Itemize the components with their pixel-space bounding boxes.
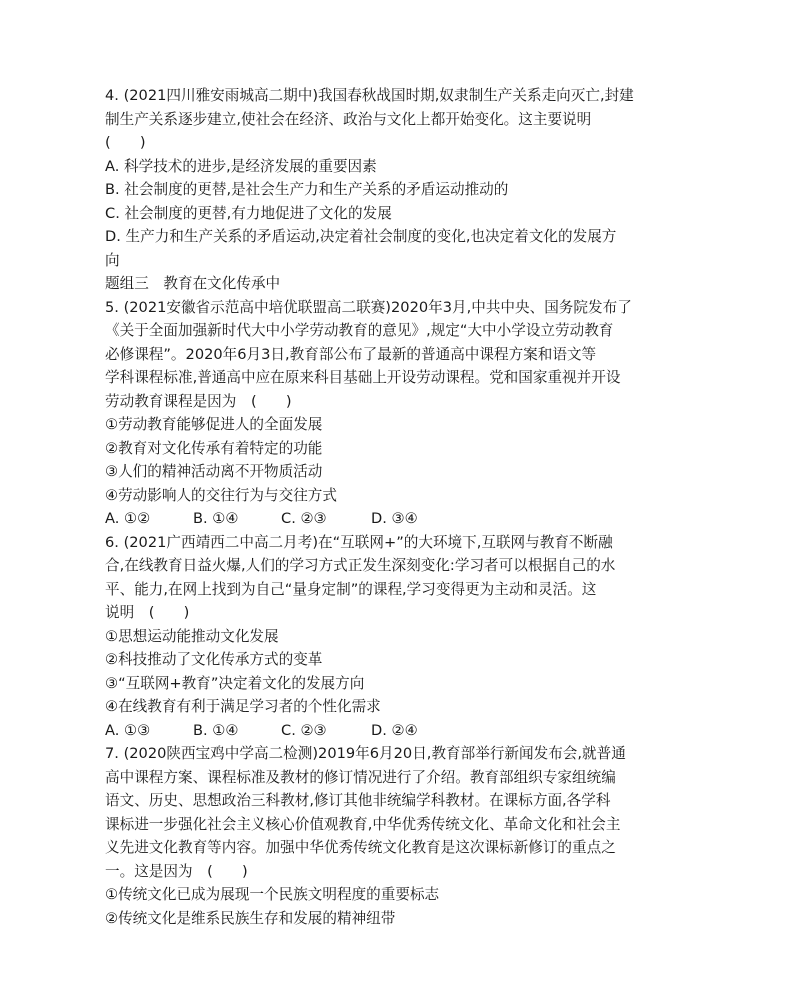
q5-statement-2: ②教育对文化传承有着特定的功能 bbox=[105, 439, 323, 457]
q4-line-2: 制生产关系逐步建立,使社会在经济、政治与文化上都开始变化。这主要说明 bbox=[105, 110, 592, 128]
q5-choice-b: B. ①④ bbox=[193, 510, 239, 527]
q4-option-a: A. 科学技术的进步,是经济发展的重要因素 bbox=[105, 157, 377, 175]
q6-choice-a: A. ①③ bbox=[105, 721, 151, 739]
q5-statement-4: ④劳动影响人的交往行为与交往方式 bbox=[105, 486, 337, 504]
q4-option-d: D. 生产力和生产关系的矛盾运动,决定着社会制度的变化,也决定着文化的发展方 bbox=[105, 228, 617, 245]
q5-choice-d: D. ③④ bbox=[371, 510, 418, 527]
q7-line-1: 7. (2020陕西宝鸡中学高二检测)2019年6月20日,教育部举行新闻发布会,就普通 bbox=[105, 745, 626, 762]
q6-choice-c: C. ②③ bbox=[281, 721, 327, 739]
question-5 bbox=[105, 296, 695, 531]
question-4 bbox=[105, 84, 695, 272]
q6-line-1: 6. (2021广西靖西二中高二月考)在“互联网+”的大环境下,互联网与教育不断融 bbox=[105, 533, 613, 551]
q4-line-3: ( ) bbox=[105, 134, 146, 151]
q7-line-4: 课标进一步强化社会主义核心价值观教育,中华优秀传统文化、革命文化和社会主 bbox=[105, 815, 621, 833]
q4-line-1: 4. (2021四川雅安雨城高二期中)我国春秋战国时期,奴隶制生产关系走向灭亡,封建 bbox=[105, 87, 634, 104]
q5-statement-1: ①劳动教育能够促进人的全面发展 bbox=[105, 416, 323, 433]
q5-choice-c: C. ②③ bbox=[281, 510, 327, 527]
q7-line-5: 义先进文化教育等内容。加强中华优秀传统文化教育是这次课标新修订的重点之 bbox=[105, 839, 616, 856]
document-page bbox=[105, 84, 695, 930]
q6-line-4: 说明 ( ) bbox=[105, 604, 190, 621]
section-title: 题组三 教育在文化传承中 bbox=[105, 275, 281, 292]
q6-choice-b: B. ①④ bbox=[193, 721, 239, 739]
q7-line-2: 高中课程方案、课程标准及教材的修订情况进行了介绍。教育部组织专家组统编 bbox=[105, 768, 616, 786]
q5-line-5: 劳动教育课程是因为 ( ) bbox=[105, 392, 292, 410]
q4-option-d-cont: 向 bbox=[105, 251, 120, 269]
q6-line-2: 合,在线教育日益火爆,人们的学习方式正发生深刻变化:学习者可以根据自己的水 bbox=[105, 557, 616, 574]
q6-statement-4: ④在线教育有利于满足学习者的个性化需求 bbox=[105, 698, 381, 715]
q7-line-3: 语文、历史、思想政治三科教材,修订其他非统编学科教材。在课标方面,各学科 bbox=[105, 792, 611, 809]
q4-option-c: C. 社会制度的更替,有力地促进了文化的发展 bbox=[105, 204, 392, 222]
q4-option-b: B. 社会制度的更替,是社会生产力和生产关系的矛盾运动推动的 bbox=[105, 181, 509, 198]
q5-line-1: 5. (2021安徽省示范高中培优联盟高二联赛)2020年3月,中共中央、国务院发布了 bbox=[105, 298, 632, 316]
q7-statement-2: ②传统文化是维系民族生存和发展的精神纽带 bbox=[105, 909, 396, 927]
q6-choices bbox=[105, 719, 695, 743]
q6-statement-1: ①思想运动能推动文化发展 bbox=[105, 627, 279, 645]
q5-line-4: 学科课程标准,普通高中应在原来科目基础上开设劳动课程。党和国家重视并开设 bbox=[105, 369, 621, 386]
q5-line-3: 必修课程”。2020年6月3日,教育部公布了最新的普通高中课程方案和语文等 bbox=[105, 345, 597, 363]
q5-choice-a: A. ①② bbox=[105, 510, 151, 527]
q6-line-3: 平、能力,在网上找到为自己“量身定制”的课程,学习变得更为主动和灵活。这 bbox=[105, 580, 597, 598]
q5-choices bbox=[105, 507, 695, 531]
q6-statement-3: ③“互联网+教育”决定着文化的发展方向 bbox=[105, 674, 365, 692]
q5-statement-3: ③人们的精神活动离不开物质活动 bbox=[105, 463, 323, 480]
question-7 bbox=[105, 742, 695, 930]
q6-statement-2: ②科技推动了文化传承方式的变革 bbox=[105, 651, 323, 668]
q6-choice-d: D. ②④ bbox=[371, 721, 418, 739]
question-6 bbox=[105, 531, 695, 743]
q7-line-6: 一。这是因为 ( ) bbox=[105, 862, 248, 880]
q5-line-2: 《关于全面加强新时代大中小学劳动教育的意见》,规定“大中小学设立劳动教育 bbox=[105, 322, 614, 339]
q7-statement-1: ①传统文化已成为展现一个民族文明程度的重要标志 bbox=[105, 886, 440, 903]
